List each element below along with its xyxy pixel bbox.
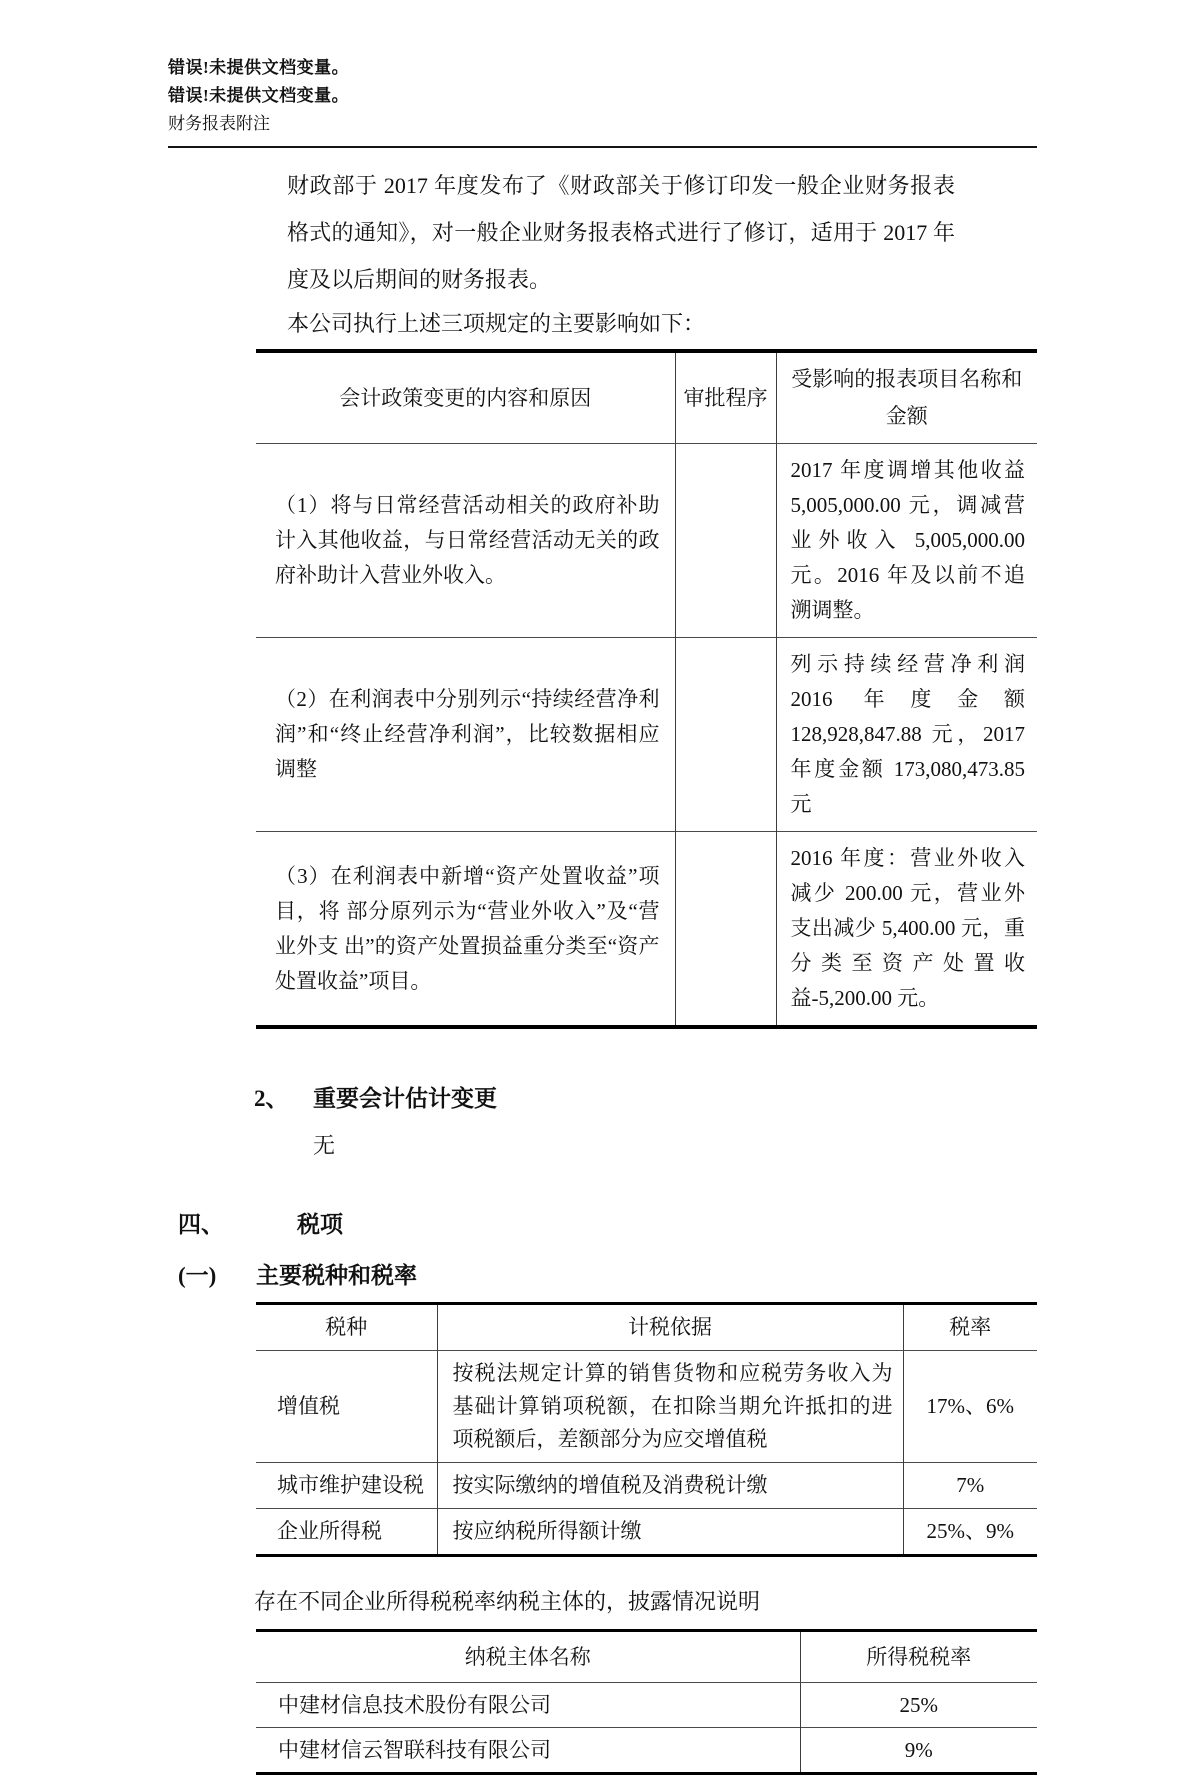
tax-entities-table bbox=[256, 1629, 1037, 1775]
policy-row1-approval bbox=[675, 444, 776, 638]
document-subtitle: 财务报表附注 bbox=[168, 114, 270, 133]
tax-types-rates-table bbox=[256, 1302, 1037, 1557]
policy-row3-approval bbox=[675, 832, 776, 1028]
disclosure-lead-text: 存在不同企业所得税税率纳税主体的，披露情况说明 bbox=[254, 1589, 761, 1614]
section-2-heading bbox=[254, 1083, 1200, 1115]
section-4-heading bbox=[178, 1209, 1200, 1241]
section-2-title: 重要会计估计变更 bbox=[313, 1086, 497, 1111]
policy-row1-content: （1）将与日常经营活动相关的政府补助计入其他收益，与日常经营活动无关的政府补助计入营业外收入。 bbox=[256, 444, 675, 638]
policy-row3-content: （3）在利润表中新增“资产处置收益”项目，将 部分原列示为“营业外收入”及“营业外支 出”的资产处置损益重分类至“资产处置收益”项目。 bbox=[256, 832, 675, 1028]
section-4-1-title: 主要税种和税率 bbox=[256, 1263, 417, 1288]
tax-row2-basis: 按实际缴纳的增值税及消费税计缴 bbox=[437, 1463, 903, 1509]
entity-row2-rate: 9% bbox=[800, 1728, 1037, 1774]
tax-header-type: 税种 bbox=[256, 1304, 437, 1351]
tax-row1-type: 增值税 bbox=[256, 1351, 437, 1463]
entity-row1-name: 中建材信息技术股份有限公司 bbox=[256, 1683, 800, 1728]
policy-header-impact: 受影响的报表项目名称和金额 bbox=[776, 351, 1037, 444]
accounting-policy-change-table bbox=[256, 349, 1037, 1029]
tax-row3-basis: 按应纳税所得额计缴 bbox=[437, 1509, 903, 1556]
table-row bbox=[256, 832, 1037, 1028]
table-row bbox=[256, 638, 1037, 832]
section-4-1-number: (一) bbox=[178, 1263, 217, 1288]
policy-table-header-row bbox=[256, 351, 1037, 444]
header-error-line-2: 错误!未提供文档变量。 bbox=[168, 86, 350, 105]
policy-row2-impact: 列示持续经营净利润 2016 年度金额 128,928,847.88 元，2017 年度金额 173,080,473.85 元 bbox=[776, 638, 1037, 832]
policy-header-content: 会计政策变更的内容和原因 bbox=[256, 351, 675, 444]
page-header bbox=[168, 0, 1037, 148]
table-row bbox=[256, 1509, 1037, 1556]
entity-table-header-row bbox=[256, 1631, 1037, 1683]
impact-lead-text: 本公司执行上述三项规定的主要影响如下： bbox=[287, 311, 706, 336]
tax-row3-type: 企业所得税 bbox=[256, 1509, 437, 1556]
policy-row2-content: （2）在利润表中分别列示“持续经营净利润”和“终止经营净利润”，比较数据相应调整 bbox=[256, 638, 675, 832]
section-4-title: 税项 bbox=[297, 1212, 343, 1237]
tax-header-basis: 计税依据 bbox=[437, 1304, 903, 1351]
table-row bbox=[256, 1683, 1037, 1728]
table-row bbox=[256, 1728, 1037, 1774]
tax-header-rate: 税率 bbox=[903, 1304, 1037, 1351]
tax-table-header-row bbox=[256, 1304, 1037, 1351]
tax-row3-rate: 25%、9% bbox=[903, 1509, 1037, 1556]
section-4-1-heading bbox=[178, 1260, 1200, 1292]
section-4-number: 四、 bbox=[178, 1212, 224, 1237]
tax-row2-rate: 7% bbox=[903, 1463, 1037, 1509]
intro-paragraph: 财政部于 2017 年度发布了《财政部关于修订印发一般企业财务报表格式的通知》，对一般企业财务报表格式进行了修订，适用于 2017 年度及以后期间的财务报表。 bbox=[287, 173, 955, 292]
section-2-body: 无 bbox=[313, 1133, 336, 1158]
policy-row1-impact: 2017 年度调增其他收益 5,005,000.00 元，调减营业外收入 5,005,000.00 元。2016 年及以前不追溯调整。 bbox=[776, 444, 1037, 638]
entity-row2-name: 中建材信云智联科技有限公司 bbox=[256, 1728, 800, 1774]
table-row bbox=[256, 1351, 1037, 1463]
entity-row1-rate: 25% bbox=[800, 1683, 1037, 1728]
tax-row2-type: 城市维护建设税 bbox=[256, 1463, 437, 1509]
table-row bbox=[256, 1463, 1037, 1509]
tax-row1-rate: 17%、6% bbox=[903, 1351, 1037, 1463]
policy-row3-impact: 2016 年度：营业外收入减少 200.00 元，营业外支出减少 5,400.00 元，重分类至资产处置收益-5,200.00 元。 bbox=[776, 832, 1037, 1028]
policy-row2-approval bbox=[675, 638, 776, 832]
header-error-line-1: 错误!未提供文档变量。 bbox=[168, 58, 350, 77]
entity-header-name: 纳税主体名称 bbox=[256, 1631, 800, 1683]
entity-header-rate: 所得税税率 bbox=[800, 1631, 1037, 1683]
table-row bbox=[256, 444, 1037, 638]
policy-header-approval: 审批程序 bbox=[675, 351, 776, 444]
section-2-number: 2、 bbox=[254, 1086, 289, 1111]
tax-row1-basis: 按税法规定计算的销售货物和应税劳务收入为基础计算销项税额，在扣除当期允许抵扣的进项税额后，差额部分为应交增值税 bbox=[437, 1351, 903, 1463]
